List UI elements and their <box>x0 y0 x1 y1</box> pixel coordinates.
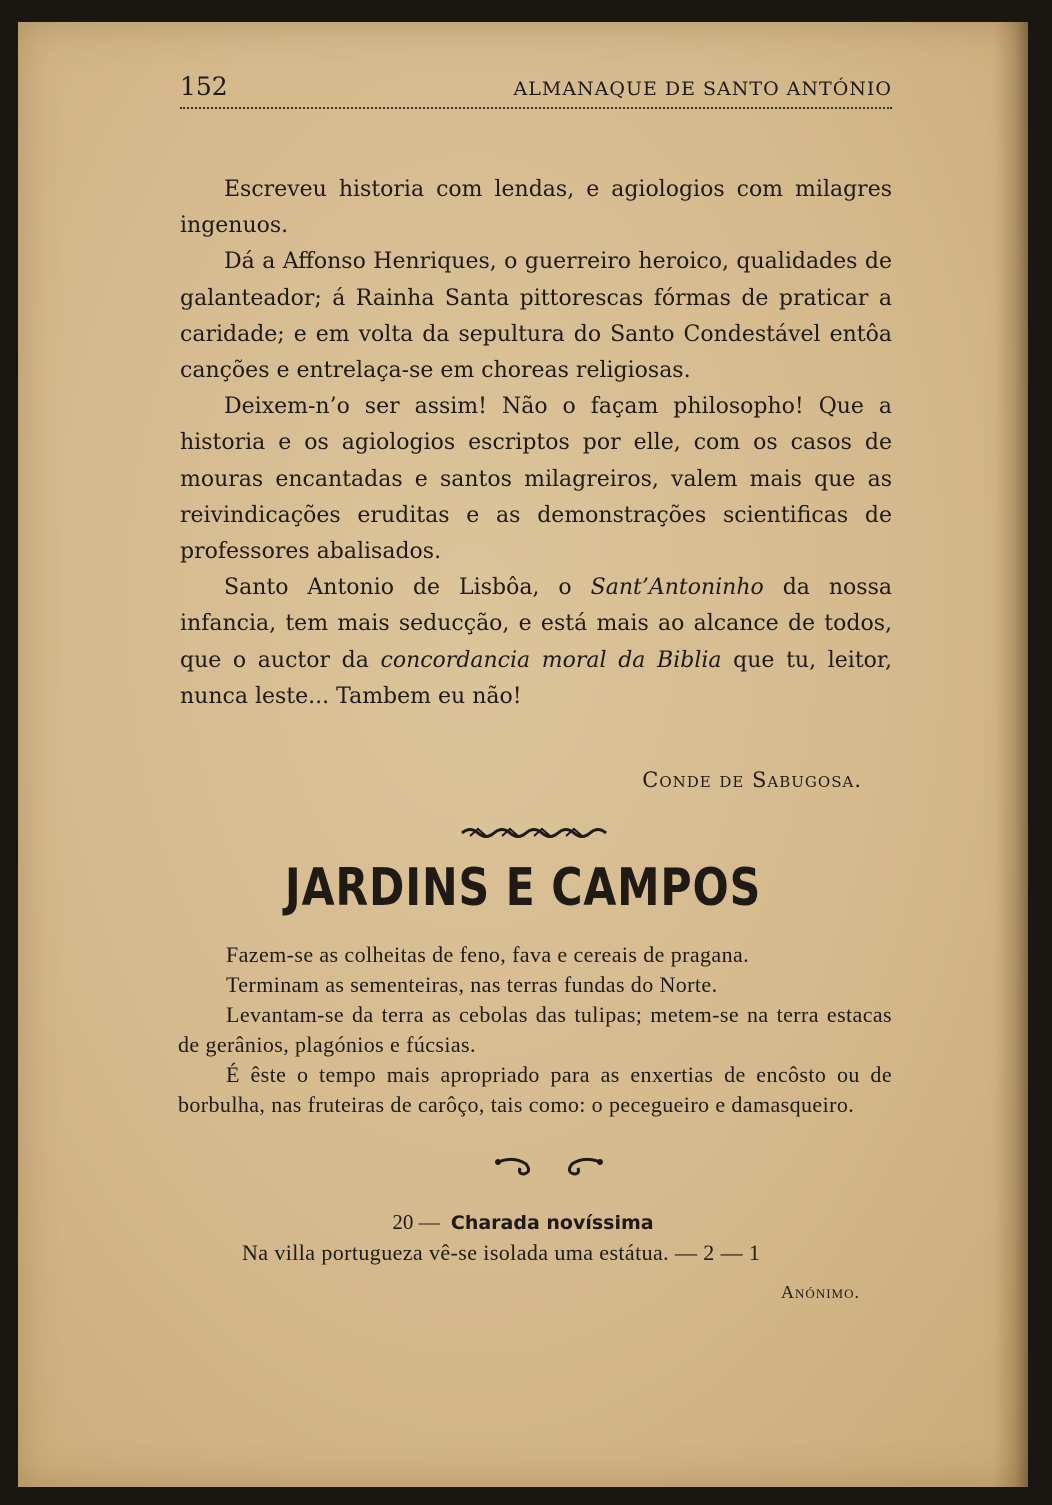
book-page <box>18 22 1028 1487</box>
page-edge-shadow <box>994 22 1028 1487</box>
section-paragraph: Terminam as sementeiras, nas terras fundas do Norte. <box>226 972 718 997</box>
section-title: JARDINS E CAMPOS <box>284 858 762 918</box>
flourish-ornament <box>494 1150 604 1180</box>
text-run: Santo Antonio de Lisbôa, o <box>224 575 591 601</box>
running-title: ALMANAQUE DE SANTO ANTÓNIO <box>513 78 892 100</box>
page-header <box>180 72 892 109</box>
charada-text: Na villa portugueza vê-se isolada uma estátua. — 2 — 1 <box>242 1240 761 1265</box>
italic-term: Sant’Antoninho <box>590 575 764 601</box>
article-paragraph <box>180 570 892 715</box>
section-text <box>178 940 892 1120</box>
charada-title: Charada novíssima <box>450 1212 654 1234</box>
italic-term: concordancia moral da Biblia <box>380 647 722 673</box>
text-run: da nossa infancia, tem mais seducção, e está mais ao alcance de todos, que o auctor da <box>180 575 893 673</box>
charada-heading <box>18 1210 1028 1235</box>
divider-ornament <box>460 824 610 842</box>
article-paragraph: Deixem-n’o ser assim! Não o façam philosopho! Que a historia e os agiologios escriptos por elle, com os casos de mouras encantadas e santos milagreiros, valem mais que as reivindicações eruditas e as demonstrações scientificas de professores abalisados. <box>180 394 892 565</box>
section-paragraph: Levantam-se da terra as cebolas das tulipas; metem-se na terra estacas de gerânios, plagónios e fúcsias. <box>178 1002 892 1057</box>
article-signature: Conde de Sabugosa. <box>642 768 862 792</box>
article-text <box>180 172 892 715</box>
section-paragraph: Fazem-se as colheitas de feno, fava e cereais de pragana. <box>226 942 750 967</box>
charada-number: 20 — <box>392 1210 440 1234</box>
text-run: que tu, leitor, nunca leste... Tambem eu não! <box>180 647 892 709</box>
article-paragraph: Dá a Affonso Henriques, o guerreiro heroico, qualidades de galanteador; á Rainha Santa pittorescas fórmas de praticar a caridade; e em volta da sepultura do Santo Condestável entôa canções e entrelaça-se em choreas religiosas. <box>180 249 892 384</box>
article-paragraph: Escreveu historia com lendas, e agiologios com milagres ingenuos. <box>180 177 892 239</box>
section-paragraph: É êste o tempo mais apropriado para as enxertias de encôsto ou de borbulha, nas fruteiras de carôço, tais como: o pecegueiro e damasqueiro. <box>178 1062 892 1117</box>
page-number: 152 <box>180 72 228 101</box>
charada-author: Anónimo. <box>781 1282 860 1302</box>
